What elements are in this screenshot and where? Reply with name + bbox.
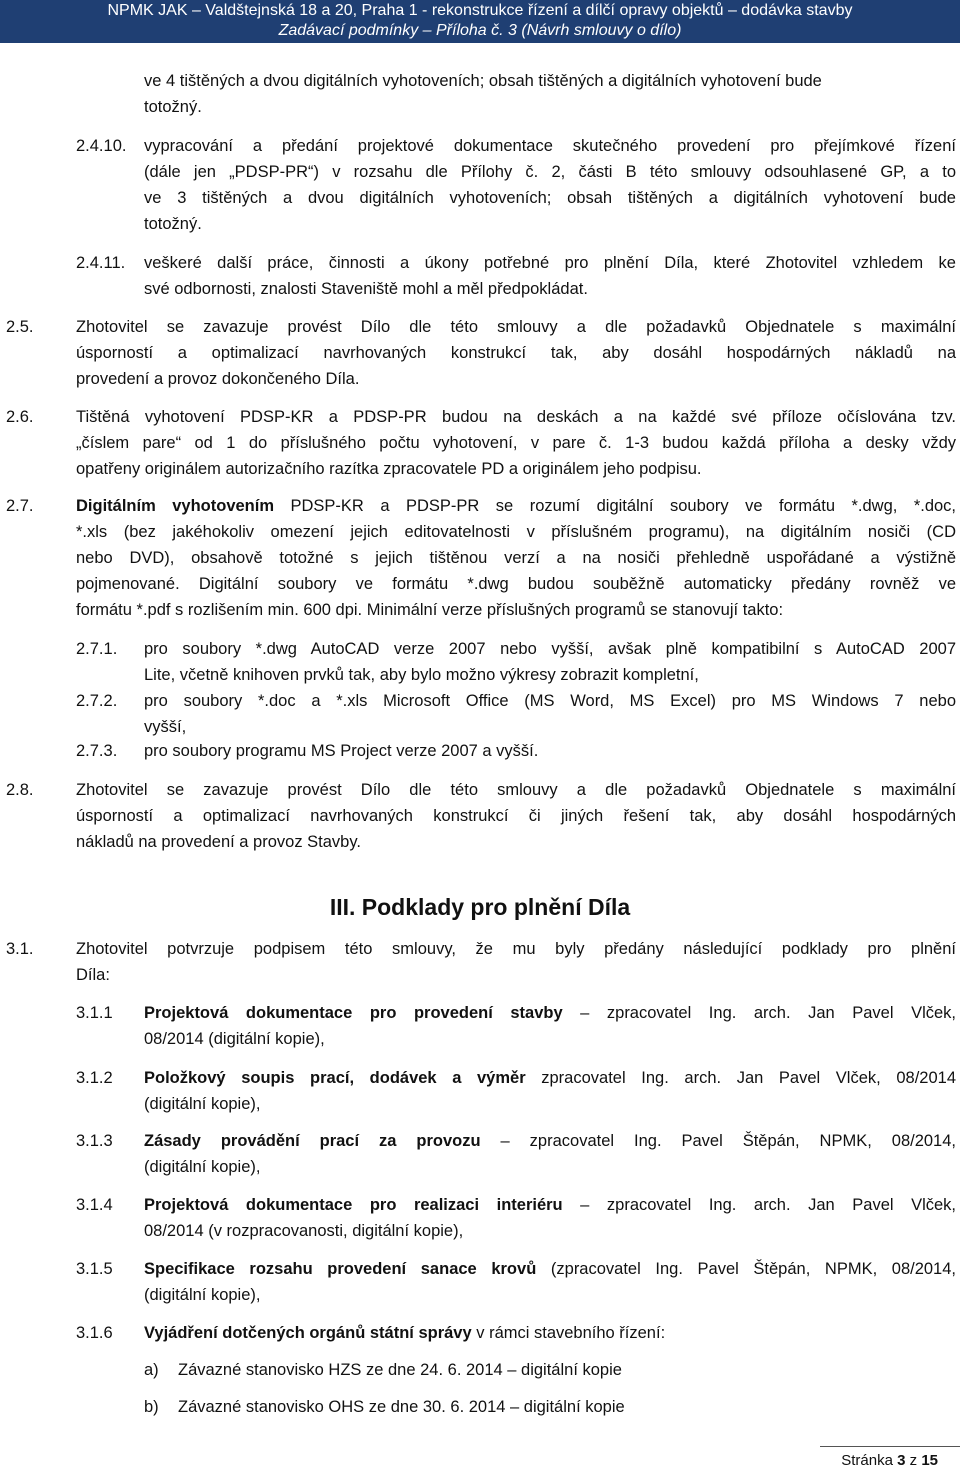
item-number: 2.7.1. (76, 640, 118, 658)
item-2-6 (76, 404, 956, 482)
text-line (144, 1128, 956, 1154)
footer-rule (820, 1446, 960, 1447)
item-continuation (144, 68, 956, 120)
text-line (144, 1192, 956, 1218)
text-line: veškeré další práce, činnosti a úkony potřebné pro plnění Díla, které Zhotovitel vzhledem ke (144, 254, 956, 272)
item-number: 3.1.2 (76, 1069, 113, 1087)
item-2-7-1 (144, 636, 956, 688)
bold-term: Specifikace rozsahu provedení sanace krovů (144, 1260, 537, 1278)
text-line: opatřeny originálem autorizačního razítka zpracovatele PD a originálem jeho podpisu. (76, 460, 702, 478)
item-number: 3.1.3 (76, 1132, 113, 1150)
text-line (144, 1320, 956, 1346)
sub-item-label: b) (144, 1398, 159, 1416)
section-title: III. Podklady pro plnění Díla (329, 894, 631, 920)
item-number: 2.5. (6, 318, 34, 336)
item-number: 2.7.3. (76, 742, 118, 760)
text-line: ve 3 tištěných a dvou digitálních vyhotoveních; obsah tištěných a digitálních vyhotovení bude (144, 189, 956, 207)
text-run: – zpracovatel Ing. arch. Jan Pavel Vlček, (562, 1004, 957, 1022)
item-2-7-3 (144, 738, 956, 764)
item-number: 3.1.6 (76, 1324, 113, 1342)
text-line: Díla: (76, 966, 110, 984)
text-line: provedení a provoz dokončeného Díla. (76, 370, 360, 388)
of-label: z (909, 1452, 918, 1469)
item-2-7 (76, 493, 956, 623)
text-line: (digitální kopie), (144, 1095, 261, 1113)
item-3-1 (76, 936, 956, 988)
text-line: Zhotovitel se zavazuje provést Dílo dle této smlouvy a dle požadavků Objednatele s maximální (76, 318, 956, 336)
text-run: – zpracovatel Ing. Pavel Štěpán, NPMK, 08/2014, (480, 1132, 956, 1150)
bold-term: Digitálním vyhotovením (76, 497, 275, 515)
item-3-1-5 (144, 1256, 956, 1308)
sub-item-a (178, 1357, 938, 1383)
bold-term: Vyjádření dotčených orgánů státní správy (144, 1324, 472, 1342)
page-number: 3 (897, 1452, 906, 1469)
item-number: 2.7.2. (76, 692, 118, 710)
text-line: totožný. (144, 215, 202, 233)
text-run: – zpracovatel Ing. arch. Jan Pavel Vlček, (562, 1196, 957, 1214)
text-line: vyšší, (144, 718, 187, 736)
bold-term: Projektová dokumentace pro provedení stavby (144, 1004, 563, 1022)
item-2-7-2 (144, 688, 956, 740)
text-run: zpracovatel Ing. arch. Jan Pavel Vlček, 08/2014 (525, 1069, 957, 1087)
text-line: (dále jen „PDSP-PR“) v rozsahu dle Přílohy č. 2, části B této smlouvy odsouhlasené GP, a to (144, 163, 956, 181)
text-run: (zpracovatel Ing. Pavel Štěpán, NPMK, 08/2014, (536, 1260, 956, 1278)
item-3-1-4 (144, 1192, 956, 1244)
text-line: vypracování a předání projektové dokumentace skutečného provedení pro přejímkové řízení (144, 137, 956, 155)
item-2-5 (76, 314, 956, 392)
item-number: 2.4.10. (76, 137, 127, 155)
text-line: formátu *.pdf s rozlišením min. 600 dpi. Minimální verze příslušných programů se stanovují takto: (76, 601, 784, 619)
text-line: pro soubory *.dwg AutoCAD verze 2007 nebo vyšší, avšak plně kompatibilní s AutoCAD 2007 (144, 640, 956, 658)
item-number: 3.1.1 (76, 1004, 113, 1022)
sub-item-label: a) (144, 1361, 159, 1379)
item-number: 3.1.5 (76, 1260, 113, 1278)
bold-term: Položkový soupis prací, dodávek a výměr (144, 1069, 526, 1087)
text-line: (digitální kopie), (144, 1158, 261, 1176)
text-line: Zhotovitel potvrzuje podpisem této smlouvy, že mu byly předány následující podklady pro plnění (76, 940, 956, 958)
item-number: 3.1.4 (76, 1196, 113, 1214)
text-line: (digitální kopie), (144, 1286, 261, 1304)
text-line: úsporností a optimalizací navrhovaných konstrukcí tak, aby dosáhl hospodárných nákladů na (76, 344, 956, 362)
text-line: pro soubory *.doc a *.xls Microsoft Office (MS Word, MS Excel) pro MS Windows 7 nebo (144, 692, 956, 710)
header-line-1: NPMK JAK – Valdštejnská 18 a 20, Praha 1 - rekonstrukce řízení a dílčí opravy objektů – dodávka stavby (107, 2, 853, 19)
text-line (144, 1065, 956, 1091)
header-line-2: Zadávací podmínky – Příloha č. 3 (Návrh smlouvy o dílo) (278, 22, 682, 39)
text-line: úsporností a optimalizací navrhovaných konstrukcí či jiných řešení tak, aby dosáhl hospodárných (76, 807, 956, 825)
text-line: „číslem pare“ od 1 do příslušného počtu vyhotovení, v pare č. 1-3 budou každá příloha a desky vždy (76, 434, 956, 452)
item-number: 3.1. (6, 940, 34, 958)
text-run: v rámci stavebního řízení: (471, 1324, 666, 1342)
sub-item-b (178, 1394, 938, 1420)
item-3-1-2 (144, 1065, 956, 1117)
item-2-4-10 (144, 133, 956, 237)
item-number: 2.4.11. (76, 254, 126, 272)
text-line: pojmenované. Digitální soubory ve formátu *.dwg budou souběžně automaticky předány rovněž ve (76, 575, 956, 593)
page-total: 15 (921, 1452, 938, 1469)
text-line: pro soubory programu MS Project verze 2007 a vyšší. (144, 742, 539, 760)
text-line: *.xls (bez jakéhokoliv omezení jejich editovatelnosti v příslušném programu), na digitálním nosiči (CD (76, 523, 956, 541)
bold-term: Zásady provádění prací za provozu (144, 1132, 481, 1150)
item-2-4-11 (144, 250, 956, 302)
item-3-1-6 (144, 1320, 956, 1346)
text-line: ve 4 tištěných a dvou digitálních vyhotoveních; obsah tištěných a digitálních vyhotovení bude (144, 72, 822, 90)
text-line (76, 493, 956, 519)
text-line: nebo DVD), obsahově totožné s jejich tištěnou verzí a na nosiči přehledně uspořádané a výstižně (76, 549, 956, 567)
text-line: 08/2014 (v rozpracovanosti, digitální kopie), (144, 1222, 464, 1240)
text-line: totožný. (144, 98, 202, 116)
text-line: Tištěná vyhotovení PDSP-KR a PDSP-PR budou na deskách a na každé své příloze očíslována tzv. (76, 408, 956, 426)
text-line: Závazné stanovisko OHS ze dne 30. 6. 2014 – digitální kopie (178, 1398, 625, 1416)
text-line: Zhotovitel se zavazuje provést Dílo dle této smlouvy a dle požadavků Objednatele s maximální (76, 781, 956, 799)
text-line: Závazné stanovisko HZS ze dne 24. 6. 2014 – digitální kopie (178, 1361, 622, 1379)
text-line (144, 1000, 956, 1026)
item-number: 2.7. (6, 497, 34, 515)
text-line: své odbornosti, znalosti Staveniště mohl a měl předpokládat. (144, 280, 588, 298)
page-label: Stránka (841, 1452, 893, 1469)
text-line: 08/2014 (digitální kopie), (144, 1030, 325, 1048)
text-line (144, 1256, 956, 1282)
item-3-1-1 (144, 1000, 956, 1052)
page-footer (841, 1452, 938, 1470)
item-number: 2.6. (6, 408, 34, 426)
text-line: nákladů na provedení a provoz Stavby. (76, 833, 361, 851)
bold-term: Projektová dokumentace pro realizaci interiéru (144, 1196, 563, 1214)
item-number: 2.8. (6, 781, 34, 799)
item-2-8 (76, 777, 956, 855)
text-line: Lite, včetně knihoven prvků tak, aby bylo možno výkresy zobrazit kompletní, (144, 666, 699, 684)
item-3-1-3 (144, 1128, 956, 1180)
text-run: PDSP-KR a PDSP-PR se rozumí digitální soubory ve formátu *.dwg, *.doc, (274, 497, 957, 515)
